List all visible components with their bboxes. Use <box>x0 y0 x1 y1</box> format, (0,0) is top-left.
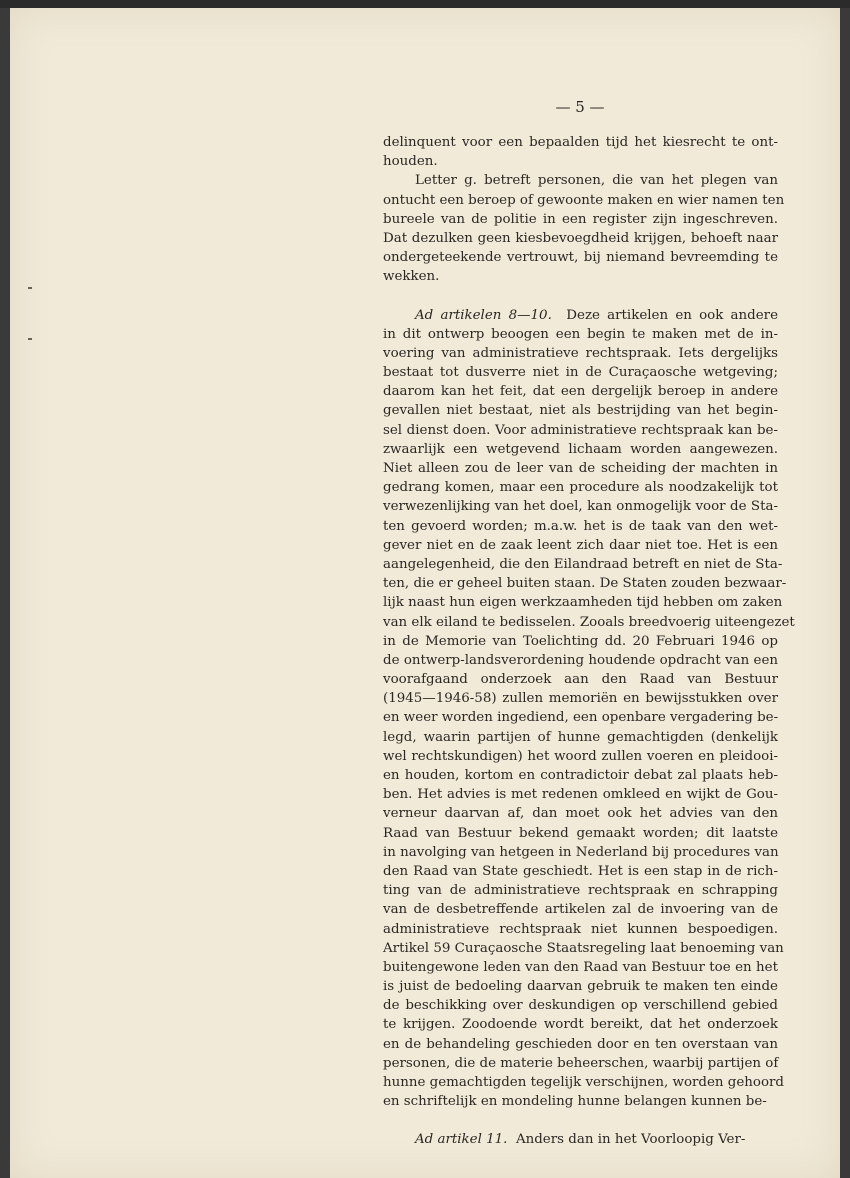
scan-top-border <box>0 0 850 8</box>
text-line: hunne gemachtigden tegelijk verschijnen, worden gehoord <box>383 1075 785 1090</box>
text-line: wel rechtskundigen) het woord zullen voeren en pleidooi- <box>383 748 778 764</box>
margin-mark <box>28 338 32 340</box>
text-line: delinquent voor een bepaalden tijd het kiesrecht te ont- <box>383 135 778 150</box>
scan-right-border <box>840 8 850 1178</box>
paragraph-ad-artikel-11 <box>383 1130 778 1149</box>
text-line: Niet alleen zou de leer van de scheiding der machten in <box>383 461 778 476</box>
paragraph <box>383 133 778 171</box>
text-line: bureele van de politie in een register zijn ingeschreven. <box>383 211 778 227</box>
text-line: verwezenlijking van het doel, kan onmogelijk voor de Sta- <box>383 499 778 515</box>
section-heading: Ad artikelen 8—10. <box>415 307 552 323</box>
page-number: — 5 — <box>555 98 605 116</box>
text-line: en houden, kortom en contradictoir debat zal plaats heb- <box>383 768 778 783</box>
text-line: is juist de bedoeling daarvan gebruik te maken ten einde <box>383 979 778 995</box>
text-line: en schriftelijk en mondeling hunne belangen kunnen be- <box>383 1094 767 1110</box>
text-line: van elk eiland te bedisselen. Zooals breedvoerig uiteengezet <box>383 614 795 630</box>
text-line: in de Memorie van Toelichting dd. 20 Februari 1946 op <box>383 633 778 649</box>
text-line-continuation: Deze artikelen en ook andere <box>566 307 778 323</box>
text-line: ontucht een beroep of gewoonte maken en wier namen ten <box>383 192 785 208</box>
text-line: Letter g. betreft personen, die van het plegen van <box>415 173 778 189</box>
text-line: de ontwerp-landsverordening houdende opdracht van een <box>383 652 778 668</box>
text-line: ten gevoerd worden; m.a.w. het is de taak van den wet- <box>383 518 778 534</box>
text-line: houden. <box>383 154 438 170</box>
text-line: zwaarlijk een wetgevend lichaam worden aangewezen. <box>383 441 778 457</box>
text-line: (1945—1946-58) zullen memoriën en bewijsstukken over <box>383 691 778 707</box>
text-line-continuation: Anders dan in het Voorloopig Ver- <box>515 1132 746 1148</box>
text-line: Raad van Bestuur bekend gemaakt worden; dit laatste <box>383 825 778 841</box>
text-line: in dit ontwerp beoogen een begin te maken met de in- <box>383 326 778 342</box>
text-line <box>383 1130 778 1149</box>
text-line: lijk naast hun eigen werkzaamheden tijd hebben om zaken <box>383 595 783 611</box>
text-line: voorafgaand onderzoek aan den Raad van Bestuur <box>383 672 778 688</box>
paragraph <box>383 171 785 286</box>
text-line: verneur daarvan af, dan moet ook het advies van den <box>383 806 778 822</box>
text-line: wekken. <box>383 269 440 285</box>
text-line: bestaat tot dusverre niet in de Curaçaosche wetgeving; <box>383 365 778 381</box>
body-text <box>383 133 795 1150</box>
text-line: gevallen niet bestaat, niet als bestrijding van het begin- <box>383 403 778 419</box>
text-line: ben. Het advies is met redenen omkleed en wijkt de Gou- <box>383 787 778 803</box>
text-line: en weer worden ingediend, een openbare vergadering be- <box>383 710 779 726</box>
text-line <box>383 306 778 325</box>
margin-mark <box>28 287 32 289</box>
text-line: Dat dezulken geen kiesbevoegdheid krijgen, behoeft naar <box>383 230 778 246</box>
section-heading: Ad artikel 11. <box>415 1132 508 1148</box>
text-line: daarom kan het feit, dat een dergelijk beroep in andere <box>383 384 778 400</box>
text-line: den Raad van State geschiedt. Het is een stap in de rich- <box>383 863 778 879</box>
text-line: buitengewone leden van den Raad van Bestuur toe en het <box>383 959 778 975</box>
text-line: voering van administratieve rechtspraak. Iets dergelijks <box>383 345 778 361</box>
text-line: ten, die er geheel buiten staan. De Staten zouden bezwaar- <box>383 576 787 592</box>
text-line: Artikel 59 Curaçaosche Staatsregeling laat benoeming van <box>383 940 784 956</box>
text-line: te krijgen. Zoodoende wordt bereikt, dat het onderzoek <box>383 1017 778 1033</box>
text-line: legd, waarin partijen of hunne gemachtigden (denkelijk <box>383 729 778 745</box>
paragraph-ad-artikelen-8-10 <box>383 306 795 1112</box>
text-line: personen, die de materie beheerschen, waarbij partijen of <box>383 1055 779 1071</box>
text-line: gever niet en de zaak leent zich daar niet toe. Het is een <box>383 537 778 553</box>
text-line: administratieve rechtspraak niet kunnen bespoedigen. <box>383 921 778 937</box>
text-line: de beschikking over deskundigen op verschillend gebied <box>383 998 778 1014</box>
text-line: sel dienst doen. Voor administratieve rechtspraak kan be- <box>383 422 778 438</box>
text-line: en de behandeling geschieden door en ten overstaan van <box>383 1036 778 1052</box>
text-line: ting van de administratieve rechtspraak en schrapping <box>383 883 778 899</box>
text-line: ondergeteekende vertrouwt, bij niemand bevreemding te <box>383 250 778 266</box>
text-line: aangelegenheid, die den Eilandraad betreft en niet de Sta- <box>383 556 783 572</box>
text-line: gedrang komen, maar een procedure als noodzakelijk tot <box>383 480 778 496</box>
text-line: van de desbetreffende artikelen zal de invoering van de <box>383 902 778 918</box>
text-line: in navolging van hetgeen in Nederland bij procedures van <box>383 844 779 860</box>
